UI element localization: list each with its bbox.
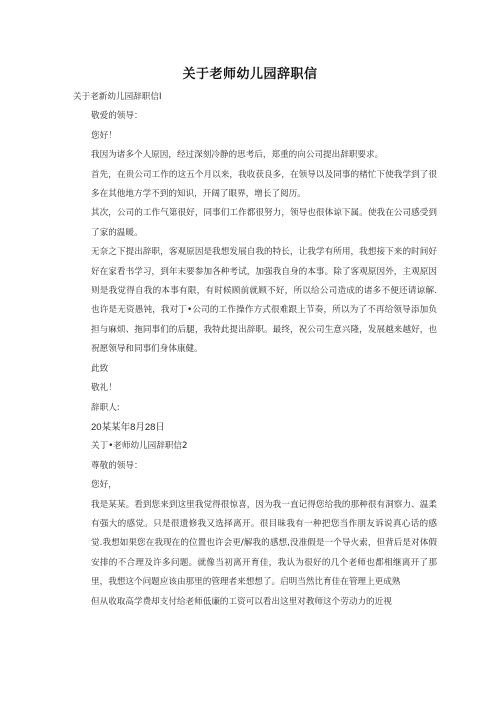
letter1-closing: 此致 xyxy=(91,363,109,374)
document-body xyxy=(73,88,437,612)
letter1-signature: 辞职人: xyxy=(91,402,120,413)
letter1-salutation: 敬爱的领导： xyxy=(91,111,143,122)
letter1-date: 20某某年8月28日 xyxy=(91,421,165,433)
letter2-greeting: 您好， xyxy=(91,480,117,491)
document-title: 关于老师幼儿园辞职信 xyxy=(182,67,318,82)
letter1-paragraph: 首先，在贵公司工作的这五个月以来，我收获良多，在领导以及同事的楮忙下使我学到了很多在其他地方学不到的知识，开阔了眼界，增长了阅历。 xyxy=(91,169,437,200)
letter1-greeting: 您好！ xyxy=(91,130,117,141)
letter2-salutation: 尊敬的领导： xyxy=(91,460,143,471)
letter2-heading: 关丁•老师幼儿园辞职信2 xyxy=(91,441,188,452)
letter2-paragraph: 我是某某。看到您来到这里我觉得很惊喜，因为我一直记得您给我的那种很有洞察力、温柔有强大的感觉。只是很遗修我又选择离开。很目昧我有一种把您当作朋友诉说真心话的感觉.我想如果您在我现在的位置也许会更/解我的感想,没准假是一个导火索，但背后是对体假安排的不合理及许多问题。就像当初离开育佳，我认为很好的几个老师也都相继离开了那里，我想这个问题应该由那里的管理者来想想了。启明当然比育佳在管理上更成熟 xyxy=(91,499,437,588)
letter2-paragraph: 但从收取高学费却支付给老师低廉的工资可以看出这里对教师这个劳动力的近视 xyxy=(91,596,392,607)
letter1-heading: 关于老新幼儿园辞职信Ⅰ xyxy=(73,92,162,102)
letter1-paragraph: 无奈之下提出辞职，客观原因是我想发展自我的特长，让我学有所用，我想接下来的时间好好在家看书学习，到年末要参加各种考试，加强我自身的本事。除了客观原因外，主观原因则是我觉得自我的本事有限，有时候顾前就顾不好，所以给公司造成的诸多不便还请谅解.也许是无资愚钝，我对丁•公司的工作操作方式很难跟上节奏，所以为了不再给领导添加负担与麻烦、拖同事们的后腿，我特此提出辞职。最终，祝公司生意兴隆，发展越来越好，也祝愿领导和同事们身体康健。 xyxy=(91,247,437,355)
letter1-paragraph: 我因为诸多个人原因，经过深刻冷静的思考后，郑重的向公司提出辞职要求。 xyxy=(91,150,384,161)
letter1-closing: 敬礼！ xyxy=(91,383,117,394)
letter1-paragraph: 其次，公司的工作气第很好，同事们工作都很努力，领导也很体谅下属。使我在公司感受到了家的温暖。 xyxy=(91,208,437,238)
